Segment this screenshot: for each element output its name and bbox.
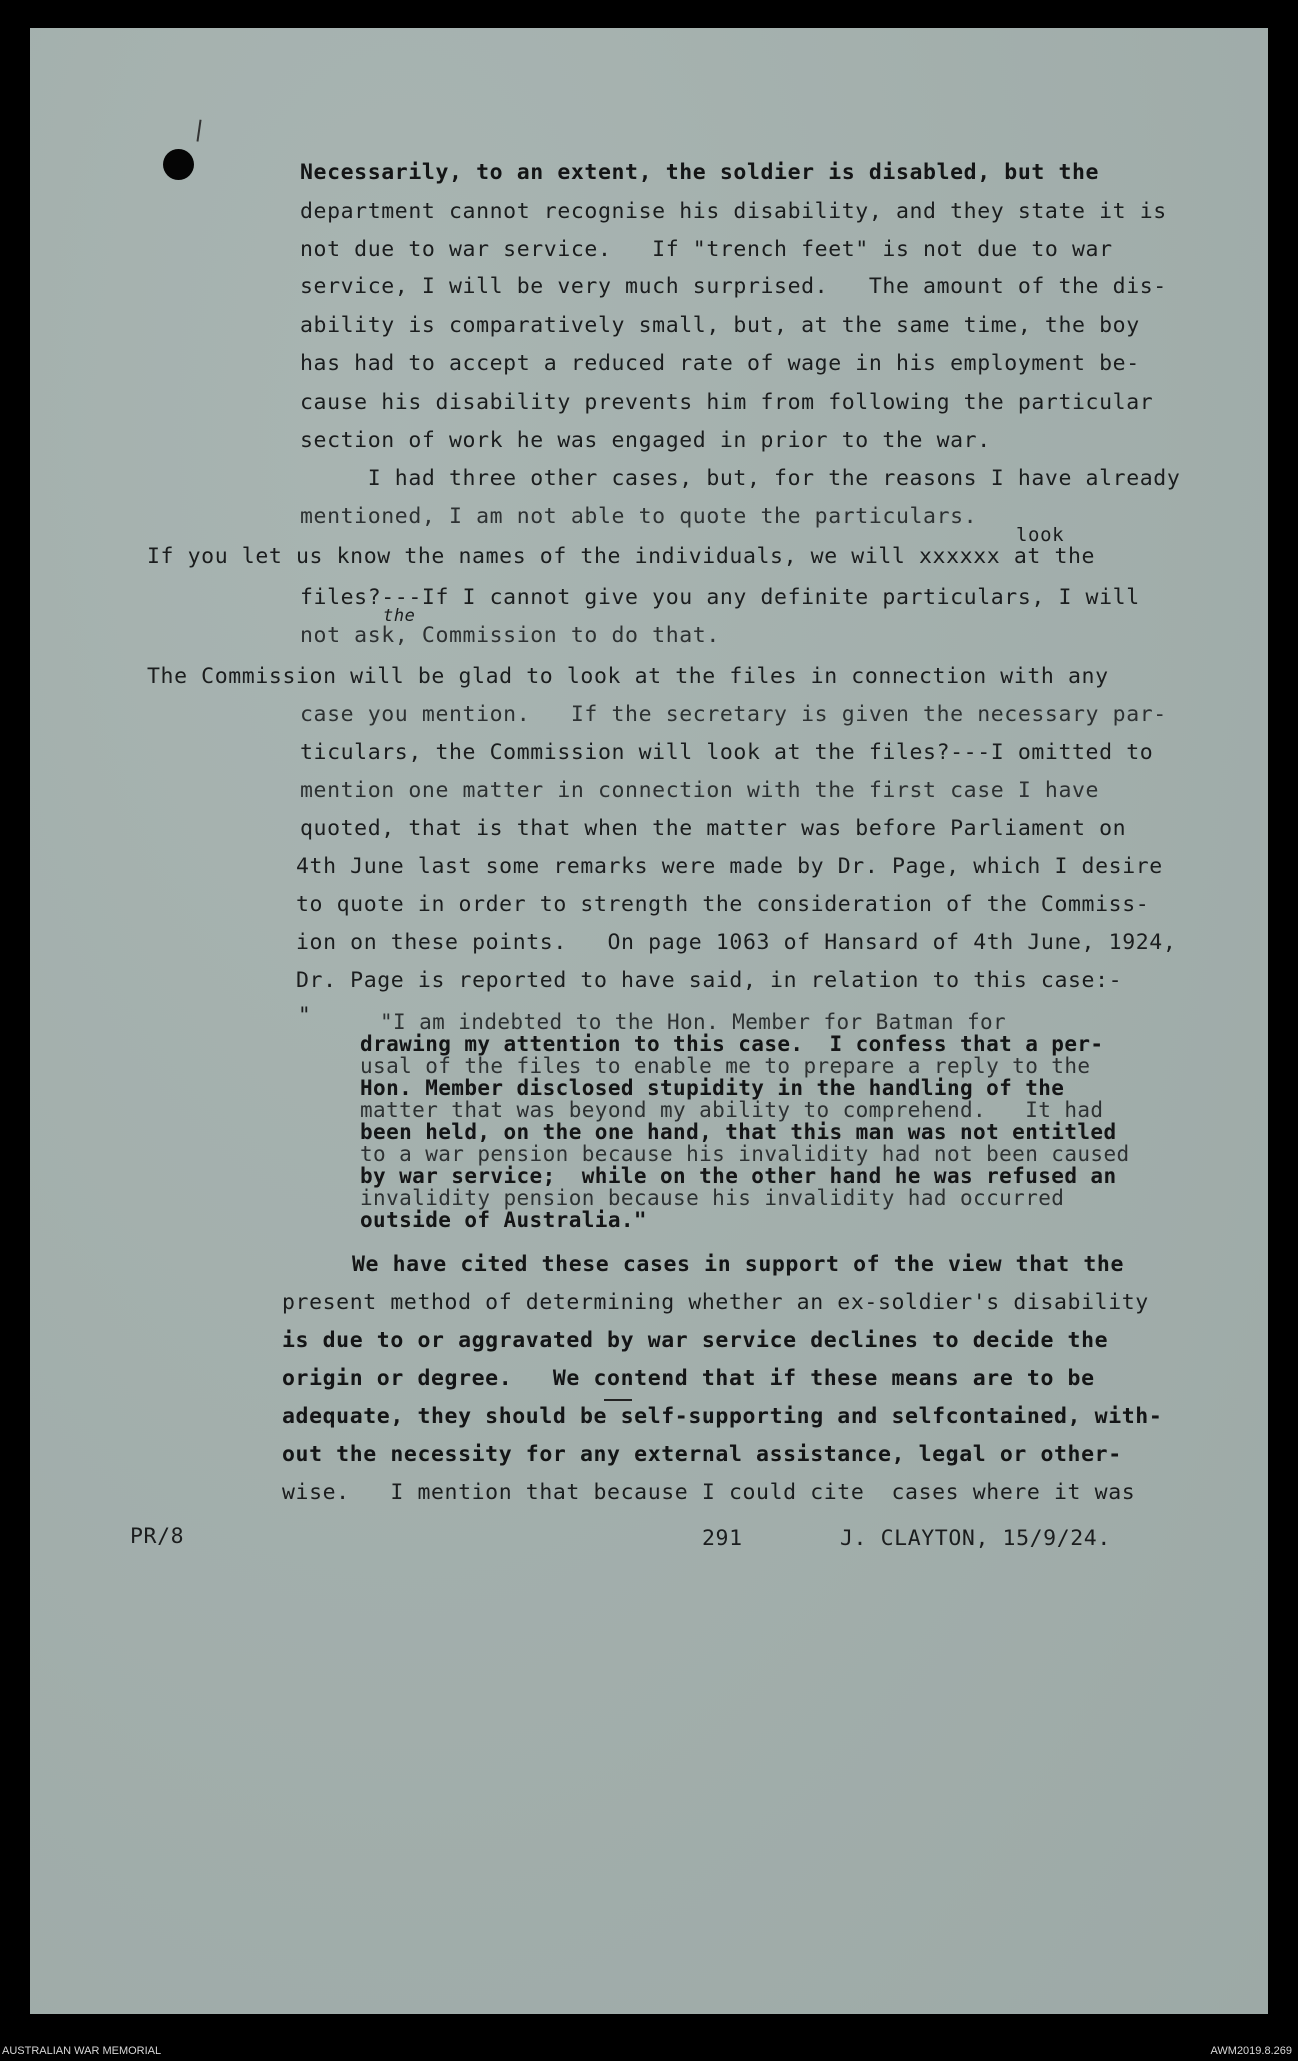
text-line: Necessarily, to an extent, the soldier is disabled, but the	[300, 160, 1100, 185]
pencil-overline	[604, 1399, 632, 1401]
quote-line: Hon. Member disclosed stupidity in the handling of the	[360, 1076, 1065, 1100]
text-line: The Commission will be glad to look at the files in connection with any	[147, 664, 1109, 689]
pencil-tick-mark	[197, 120, 207, 143]
text-line: present method of determining whether an ex-soldier's disability	[282, 1290, 1149, 1315]
text-line: not due to war service. If "trench feet" is not due to war	[300, 237, 1113, 262]
text-line: ability is comparatively small, but, at the same time, the boy	[300, 313, 1140, 338]
text-line: case you mention. If the secretary is given the necessary par-	[300, 702, 1167, 727]
text-line: Dr. Page is reported to have said, in relation to this case:-	[296, 968, 1123, 993]
quote-line: outside of Australia."	[360, 1208, 647, 1232]
document-page	[30, 28, 1268, 2014]
quote-line: invalidity pension because his invalidity had occurred	[360, 1186, 1065, 1210]
text-line: out the necessity for any external assistance, legal or other-	[282, 1442, 1122, 1467]
quote-line: "I am indebted to the Hon. Member for Batman for	[380, 1010, 1007, 1034]
text-line: quoted, that is that when the matter was before Parliament on	[300, 816, 1127, 841]
handwritten-insert-the: the	[383, 606, 416, 626]
archive-reference: AWM2019.8.269	[1210, 2045, 1292, 2057]
archive-footer	[0, 2040, 1298, 2061]
footer-reference: PR/8	[130, 1524, 185, 1549]
quote-line: drawing my attention to this case. I confess that a per-	[360, 1032, 1104, 1056]
text-line: not ask, Commission to do that.	[300, 623, 720, 648]
text-line: 4th June last some remarks were made by Dr. Page, which I desire	[296, 854, 1163, 879]
quote-line: been held, on the one hand, that this man was not entitled	[360, 1120, 1117, 1144]
text-line: mentioned, I am not able to quote the particulars.	[300, 504, 978, 529]
text-line: wise. I mention that because I could cite cases where it was	[282, 1480, 1136, 1505]
text-line: is due to or aggravated by war service declines to decide the	[282, 1328, 1109, 1353]
text-line: ion on these points. On page 1063 of Hansard of 4th June, 1924,	[296, 930, 1177, 955]
text-line: has had to accept a reduced rate of wage in his employment be-	[300, 351, 1140, 376]
text-line: section of work he was engaged in prior to the war.	[300, 428, 991, 453]
text-line: ticulars, the Commission will look at the files?---I omitted to	[300, 740, 1154, 765]
text-line: department cannot recognise his disability, and they state it is	[300, 199, 1167, 224]
text-line: adequate, they should be self-supporting and selfcontained, with-	[282, 1404, 1163, 1429]
archive-name: AUSTRALIAN WAR MEMORIAL	[2, 2045, 162, 2057]
quote-line: usal of the files to enable me to prepare a reply to the	[360, 1054, 1091, 1078]
text-line: to quote in order to strength the consideration of the Commiss-	[296, 892, 1150, 917]
quote-line: by war service; while on the other hand he was refused an	[360, 1164, 1117, 1188]
quote-line: matter that was beyond my ability to comprehend. It had	[360, 1098, 1104, 1122]
handwritten-insert-look: look	[1016, 524, 1065, 546]
quote-open-mark: "	[298, 1003, 312, 1027]
text-line: I had three other cases, but, for the reasons I have already	[300, 466, 1181, 491]
signature-line: J. CLAYTON, 15/9/24.	[840, 1526, 1111, 1551]
text-line: If you let us know the names of the individuals, we will xxxxxx at the	[147, 544, 1096, 569]
text-line: We have cited these cases in support of the view that the	[352, 1252, 1125, 1277]
text-line: mention one matter in connection with the first case I have	[300, 778, 1100, 803]
page-number: 291	[702, 1526, 743, 1551]
text-line: files?---If I cannot give you any definite particulars, I will	[300, 585, 1140, 610]
text-line: cause his disability prevents him from following the particular	[300, 390, 1154, 415]
quote-line: to a war pension because his invalidity had not been caused	[360, 1142, 1130, 1166]
text-line: origin or degree. We contend that if these means are to be	[282, 1366, 1095, 1391]
punch-hole	[163, 149, 194, 180]
text-line: service, I will be very much surprised. The amount of the dis-	[300, 274, 1167, 299]
